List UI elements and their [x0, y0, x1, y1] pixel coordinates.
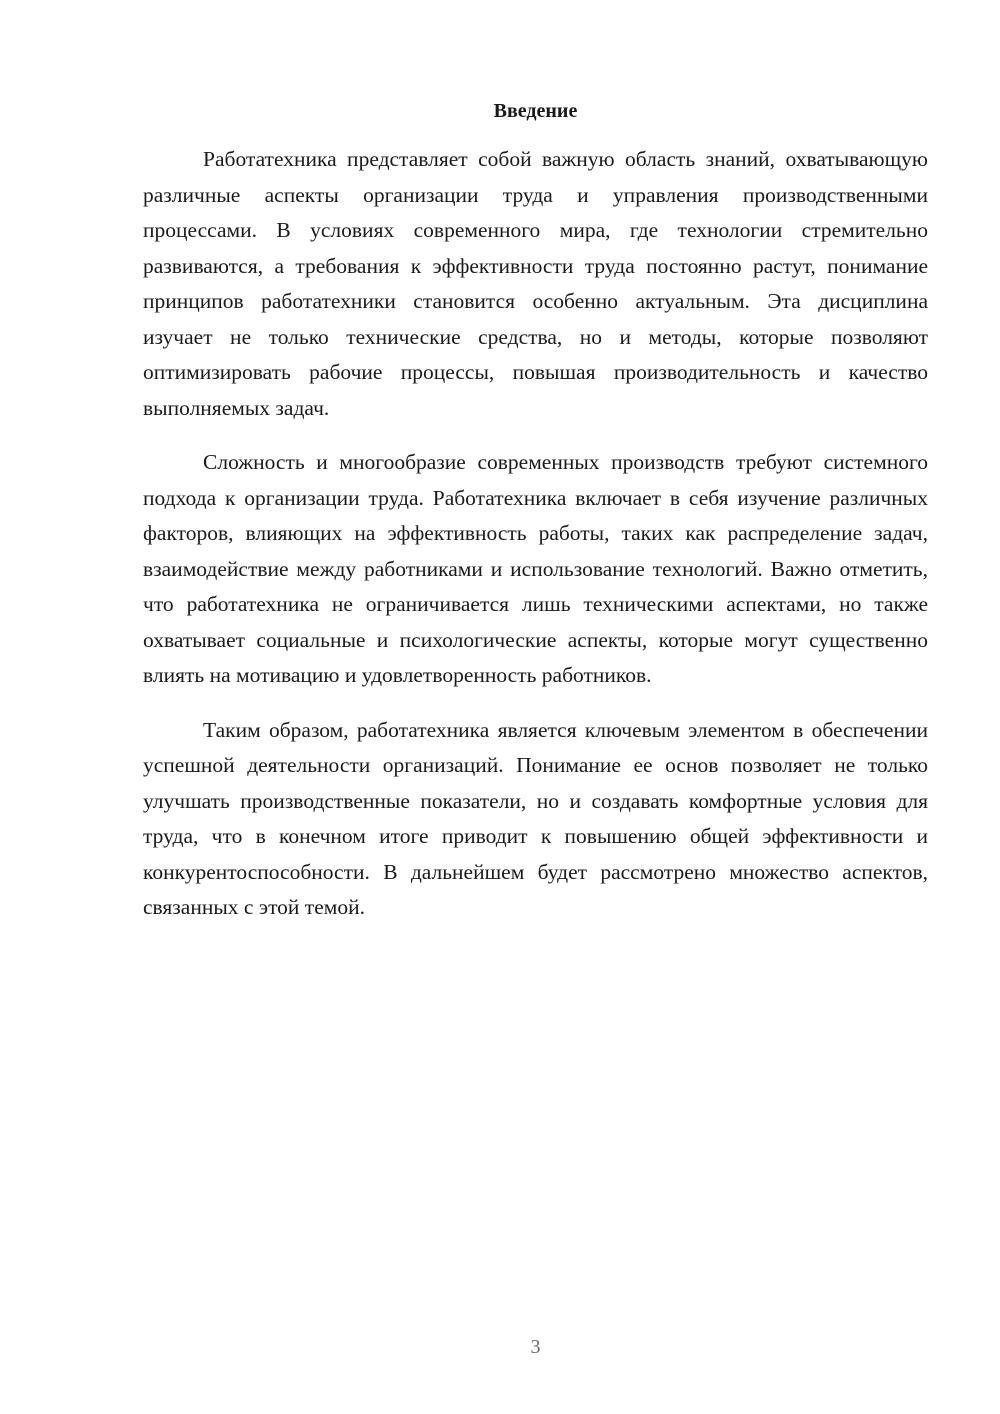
- paragraph-2: Сложность и многообразие современных производств требуют системного подхода к организации труда. Работатехника включает в себя изучение различных факторов, влияющих на эффективность работы, таких как распределение задач, взаимодействие между работниками и использование технологий. Важно отметить, что работатехника не ограничивается лишь техническими аспектами, но также охватывает социальные и психологические аспекты, которые могут существенно влиять на мотивацию и удовлетворенность работников.: [143, 450, 928, 687]
- page-number: 3: [530, 1336, 541, 1358]
- paragraph-1: Работатехника представляет собой важную область знаний, охватывающую различные аспекты организации труда и управления производственными процессами. В условиях современного мира, где технологии стремительно развиваются, а требования к эффективности труда постоянно растут, понимание принципов работатехники становится особенно актуальным. Эта дисциплина изучает не только технические средства, но и методы, которые позволяют оптимизировать рабочие процессы, повышая производительность и качество выполняемых задач.: [143, 147, 928, 420]
- body-text: [143, 142, 928, 926]
- paragraph-3: Таким образом, работатехника является ключевым элементом в обеспечении успешной деятельности организаций. Понимание ее основ позволяет не только улучшать производственные показатели, но и создавать комфортные условия для труда, что в конечном итоге приводит к повышению общей эффективности и конкурентоспособности. В дальнейшем будет рассмотрено множество аспектов, связанных с этой темой.: [143, 717, 928, 919]
- section-title: Введение: [493, 100, 578, 122]
